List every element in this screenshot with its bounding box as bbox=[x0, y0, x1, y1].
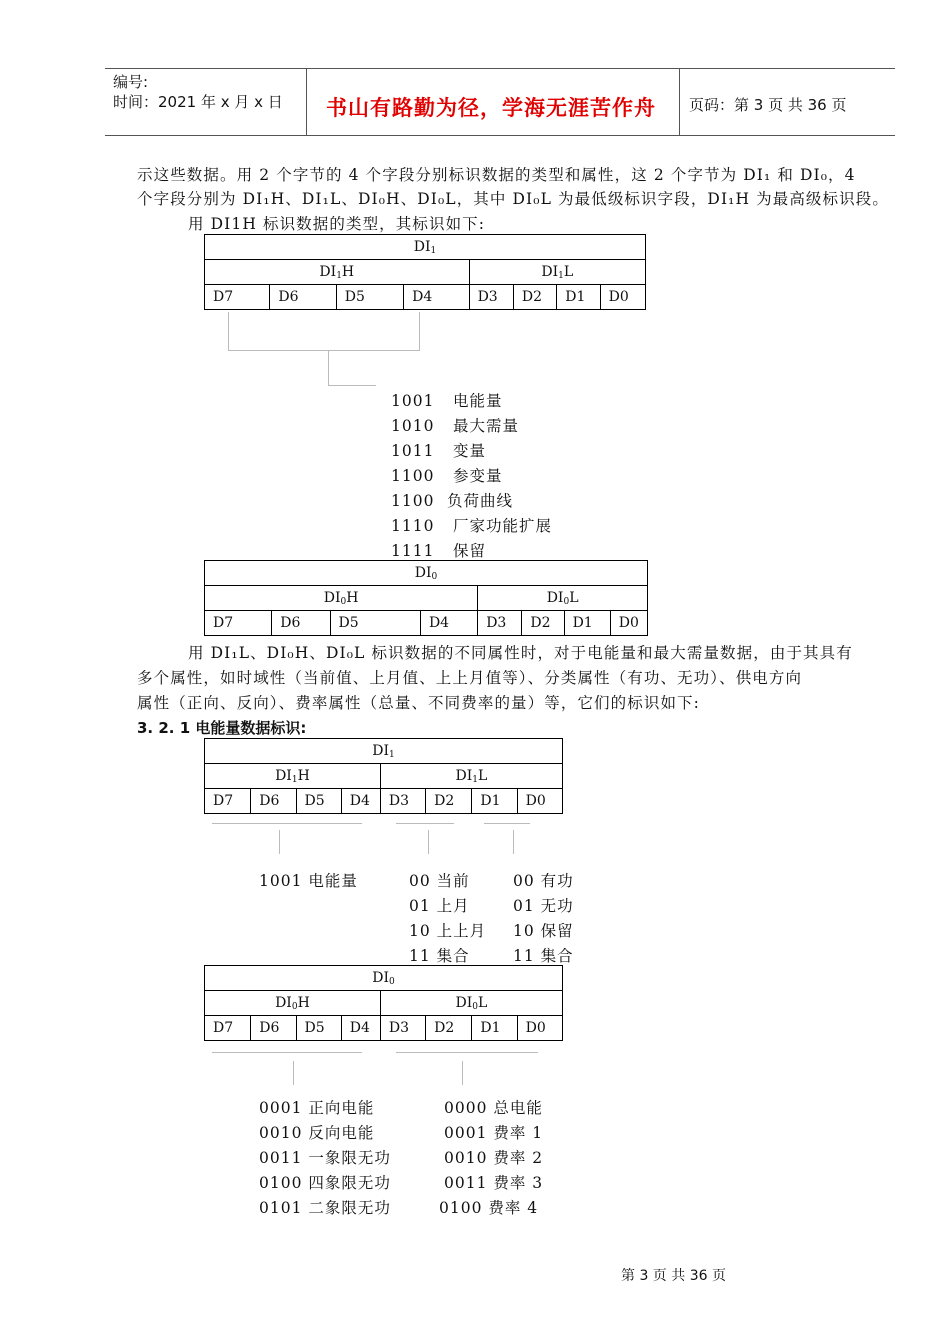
header-time-label: 时间：2021 年 x 月 x 日 bbox=[113, 93, 283, 111]
list-item: 10 保留 bbox=[513, 922, 574, 940]
bit-cell: D1 bbox=[564, 611, 610, 636]
list-item: 11 集合 bbox=[513, 947, 574, 965]
list-item: 01 上月 bbox=[409, 897, 470, 915]
bracket-line bbox=[328, 350, 329, 386]
bit-cell: D5 bbox=[296, 1016, 341, 1041]
bit-cell: D4 bbox=[420, 611, 477, 636]
bit-cell: D6 bbox=[251, 1016, 296, 1041]
bracket-line bbox=[279, 830, 280, 854]
header-motto: 书山有路勤为径，学海无涯苦作舟 bbox=[326, 96, 656, 120]
list-item: 0011 一象限无功 bbox=[259, 1149, 391, 1167]
bit-cell: D2 bbox=[426, 789, 472, 814]
bit-cell: D5 bbox=[336, 285, 403, 310]
page-footer: 第 3 页 共 36 页 bbox=[621, 1268, 726, 1284]
paragraph-line: 用 DI1H 标识数据的类型，其标识如下: bbox=[188, 215, 486, 233]
bit-cell: D7 bbox=[205, 611, 272, 636]
bit-table-energy-di0 bbox=[204, 965, 563, 1041]
bracket-line bbox=[293, 1061, 294, 1085]
bit-table-di1 bbox=[204, 234, 646, 310]
bit-cell: D2 bbox=[513, 285, 556, 310]
bit-cell: D6 bbox=[251, 789, 296, 814]
table-high-field: $DI_1H$ bbox=[205, 260, 470, 285]
bracket-line bbox=[484, 823, 530, 824]
bit-cell: D0 bbox=[600, 285, 645, 310]
bit-cell: D0 bbox=[517, 789, 562, 814]
bit-cell: D1 bbox=[472, 789, 517, 814]
type-list bbox=[391, 389, 552, 564]
bracket-line bbox=[396, 1052, 538, 1053]
bit-cell: D4 bbox=[341, 1016, 380, 1041]
table-title: $DI_1$ bbox=[205, 739, 563, 764]
list-item: 1100 负荷曲线 bbox=[391, 492, 514, 510]
header-divider-1 bbox=[306, 68, 307, 135]
bracket-line bbox=[428, 830, 429, 854]
bit-cell: D0 bbox=[517, 1016, 562, 1041]
table-low-field: $DI_0L$ bbox=[380, 991, 562, 1016]
list-item: 0011 费率 3 bbox=[444, 1174, 544, 1192]
list-item: 10 上上月 bbox=[409, 922, 487, 940]
list-item: 0001 正向电能 bbox=[259, 1099, 375, 1117]
bracket-line bbox=[212, 1052, 362, 1053]
bracket-line bbox=[228, 312, 229, 350]
table-high-field: $DI_0H$ bbox=[205, 586, 478, 611]
list-item: 1110 厂家功能扩展 bbox=[391, 517, 553, 535]
bit-cell: D5 bbox=[296, 789, 341, 814]
bit-cell: D3 bbox=[478, 611, 522, 636]
header-divider-2 bbox=[679, 68, 680, 135]
paragraph-line: 多个属性，如时域性（当前值、上月值、上上月值等）、分类属性（有功、无功）、供电方向 bbox=[137, 669, 803, 687]
paragraph-line: 属性（正向、反向）、费率属性（总量、不同费率的量）等，它们的标识如下: bbox=[137, 694, 700, 712]
bit-table-di0 bbox=[204, 560, 648, 636]
paragraph-line: 示这些数据。用 2 个字节的 4 个字段分别标识数据的类型和属性，这 2 个字节为 DI₁ 和 DI₀，4 bbox=[137, 166, 856, 184]
bit-table-energy-di1 bbox=[204, 738, 563, 814]
list-item: 0001 费率 1 bbox=[444, 1124, 544, 1142]
di0-attr-col2 bbox=[439, 1096, 544, 1221]
bracket-line bbox=[462, 1061, 463, 1085]
header-top-rule bbox=[105, 68, 895, 69]
bit-cell: D7 bbox=[205, 789, 251, 814]
list-item: 0100 四象限无功 bbox=[259, 1174, 391, 1192]
list-item: 01 无功 bbox=[513, 897, 574, 915]
bit-cell: D3 bbox=[380, 789, 425, 814]
bit-cell: D6 bbox=[272, 611, 330, 636]
header-number-label: 编号: bbox=[113, 73, 149, 91]
header-bottom-rule bbox=[105, 135, 895, 136]
energy-attr-col2 bbox=[409, 869, 486, 969]
list-item: 1111 保留 bbox=[391, 542, 487, 560]
bit-cell: D3 bbox=[469, 285, 513, 310]
bracket-line bbox=[419, 312, 420, 350]
table-low-field: $DI_1L$ bbox=[380, 764, 562, 789]
header-page-label: 页码：第 3 页 共 36 页 bbox=[689, 96, 847, 114]
bracket-line bbox=[228, 350, 420, 351]
list-item: 1001 电能量 bbox=[259, 872, 358, 890]
bracket-line bbox=[513, 830, 514, 854]
di0-attr-col1 bbox=[259, 1096, 391, 1221]
table-high-field: $DI_1H$ bbox=[205, 764, 381, 789]
list-item: 1100 参变量 bbox=[391, 467, 503, 485]
paragraph-line: 个字段分别为 DI₁H、DI₁L、DI₀H、DI₀L，其中 DI₀L 为最低级标识字段，DI₁H 为最高级标识段。 bbox=[137, 190, 889, 208]
list-item: 0010 反向电能 bbox=[259, 1124, 375, 1142]
bit-cell: D2 bbox=[522, 611, 564, 636]
bit-cell: D1 bbox=[472, 1016, 517, 1041]
bit-cell: D7 bbox=[205, 1016, 251, 1041]
list-item: 0010 费率 2 bbox=[444, 1149, 544, 1167]
list-item: 0101 二象限无功 bbox=[259, 1199, 391, 1217]
bit-cell: D0 bbox=[610, 611, 647, 636]
section-heading: 3. 2. 1 电能量数据标识: bbox=[137, 719, 307, 737]
energy-attr-col1 bbox=[259, 869, 358, 894]
table-title: $DI_0$ bbox=[205, 561, 648, 586]
table-high-field: $DI_0H$ bbox=[205, 991, 381, 1016]
bit-cell: D6 bbox=[270, 285, 336, 310]
list-item: 0100 费率 4 bbox=[439, 1199, 539, 1217]
energy-attr-col3 bbox=[513, 869, 574, 969]
bit-cell: D4 bbox=[341, 789, 380, 814]
bit-cell: D5 bbox=[330, 611, 420, 636]
table-title: $DI_1$ bbox=[205, 235, 646, 260]
list-item: 00 当前 bbox=[409, 872, 470, 890]
list-item: 00 有功 bbox=[513, 872, 574, 890]
list-item: 0000 总电能 bbox=[444, 1099, 543, 1117]
bracket-line bbox=[212, 823, 362, 824]
bit-cell: D7 bbox=[205, 285, 270, 310]
bit-cell: D3 bbox=[380, 1016, 425, 1041]
table-low-field: $DI_0L$ bbox=[478, 586, 648, 611]
paragraph-line: 用 DI₁L、DI₀H、DI₀L 标识数据的不同属性时，对于电能量和最大需量数据，由于其具有 bbox=[188, 644, 853, 662]
list-item: 1001 电能量 bbox=[391, 392, 503, 410]
bit-cell: D1 bbox=[557, 285, 600, 310]
bracket-line bbox=[396, 823, 454, 824]
table-title: $DI_0$ bbox=[205, 966, 563, 991]
bracket-line bbox=[328, 385, 376, 386]
list-item: 1010 最大需量 bbox=[391, 417, 520, 435]
list-item: 1011 变量 bbox=[391, 442, 487, 460]
table-low-field: $DI_1L$ bbox=[469, 260, 645, 285]
bit-cell: D2 bbox=[426, 1016, 472, 1041]
list-item: 11 集合 bbox=[409, 947, 470, 965]
bit-cell: D4 bbox=[404, 285, 469, 310]
